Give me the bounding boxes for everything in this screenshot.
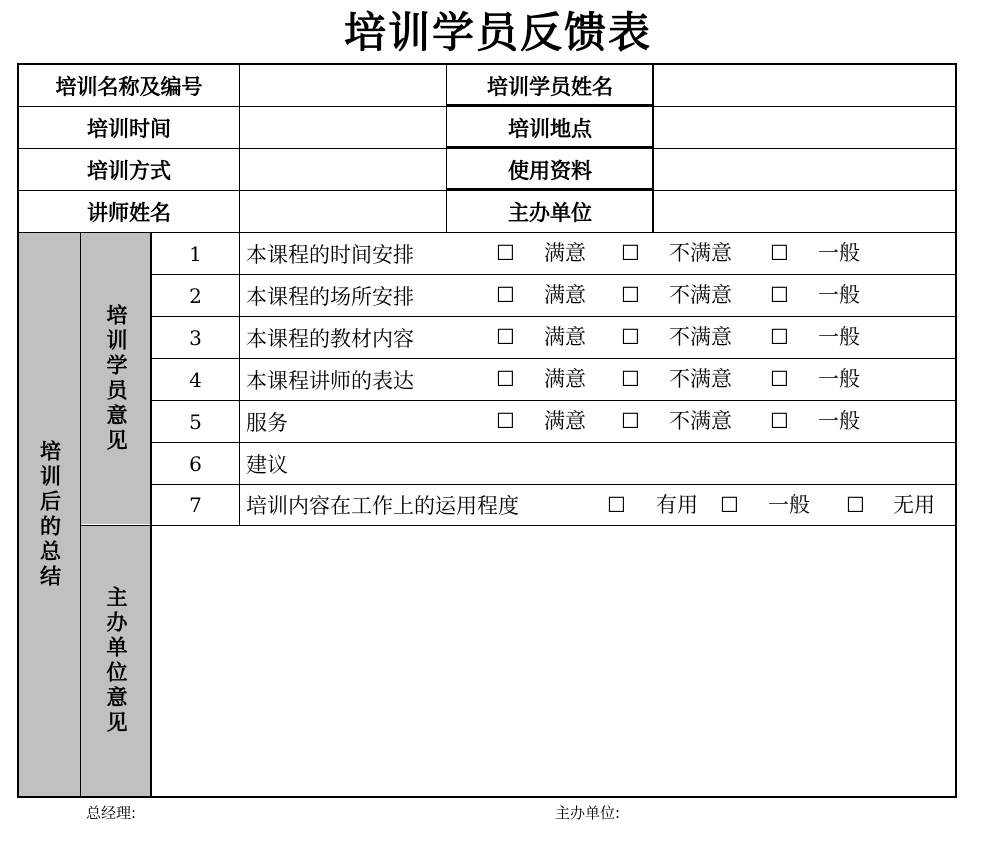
info-label-host: 主办单位	[508, 200, 592, 225]
info-label-lecturer: 讲师姓名	[87, 200, 171, 225]
checkbox-average[interactable]: ☐	[770, 241, 789, 265]
option-satisfied: 满意	[544, 367, 586, 391]
info-value-lecturer[interactable]	[240, 191, 446, 232]
checkbox-average[interactable]: ☐	[720, 493, 739, 517]
item-number: 7	[189, 493, 202, 517]
option-useful: 有用	[656, 493, 698, 517]
item-label: 本课程的教材内容	[246, 326, 414, 351]
checkbox-satisfied[interactable]: ☐	[496, 367, 515, 391]
checkbox-unsatisfied[interactable]: ☐	[621, 367, 640, 391]
suggestion-field[interactable]: 建议	[246, 452, 288, 477]
option-average: 一般	[818, 241, 860, 265]
footer-manager-label: 总经理:	[86, 804, 137, 822]
info-value-training-time[interactable]	[240, 107, 446, 148]
item-label: 本课程讲师的表达	[246, 368, 414, 393]
item-number: 6	[189, 451, 202, 476]
info-label-materials: 使用资料	[508, 158, 592, 183]
checkbox-unsatisfied[interactable]: ☐	[621, 241, 640, 265]
checkbox-unsatisfied[interactable]: ☐	[621, 283, 640, 307]
option-average: 一般	[818, 409, 860, 433]
option-unsatisfied: 不满意	[669, 409, 732, 433]
info-value-host[interactable]	[654, 191, 956, 232]
info-label-training-method: 培训方式	[87, 158, 171, 183]
info-label-training-name: 培训名称及编号	[55, 74, 203, 99]
form-title: 培训学员反馈表	[343, 8, 652, 57]
checkbox-average[interactable]: ☐	[770, 409, 789, 433]
item-number: 4	[189, 367, 202, 392]
checkbox-average[interactable]: ☐	[770, 283, 789, 307]
section-trainee-opinion: 培训学员意见	[81, 233, 151, 524]
item-number: 5	[189, 409, 202, 434]
checkbox-satisfied[interactable]: ☐	[496, 325, 515, 349]
info-label-trainee-name: 培训学员姓名	[487, 74, 613, 99]
checkbox-average[interactable]: ☐	[770, 325, 789, 349]
checkbox-satisfied[interactable]: ☐	[496, 409, 515, 433]
item-number: 2	[189, 283, 202, 308]
item-number: 3	[189, 325, 202, 350]
section-summary: 培训后的总结	[19, 233, 80, 796]
option-satisfied: 满意	[544, 241, 586, 265]
option-satisfied: 满意	[544, 283, 586, 307]
info-value-training-method[interactable]	[240, 149, 446, 190]
info-value-training-location[interactable]	[654, 107, 956, 148]
option-useless: 无用	[893, 493, 935, 517]
option-satisfied: 满意	[544, 409, 586, 433]
option-unsatisfied: 不满意	[669, 325, 732, 349]
info-value-trainee-name[interactable]	[654, 65, 956, 106]
section-host-opinion: 主办单位意见	[81, 526, 151, 796]
option-unsatisfied: 不满意	[669, 241, 732, 265]
info-label-training-location: 培训地点	[508, 116, 592, 141]
checkbox-average[interactable]: ☐	[770, 367, 789, 391]
footer-host-label: 主办单位:	[555, 804, 621, 822]
info-value-training-name[interactable]	[240, 65, 446, 106]
option-average: 一般	[818, 283, 860, 307]
host-opinion-area[interactable]	[152, 526, 956, 796]
option-satisfied: 满意	[544, 325, 586, 349]
option-average: 一般	[818, 325, 860, 349]
item-label: 培训内容在工作上的运用程度	[246, 494, 519, 518]
option-unsatisfied: 不满意	[669, 283, 732, 307]
checkbox-satisfied[interactable]: ☐	[496, 241, 515, 265]
checkbox-useless[interactable]: ☐	[846, 493, 865, 517]
checkbox-unsatisfied[interactable]: ☐	[621, 325, 640, 349]
info-value-materials[interactable]	[654, 149, 956, 190]
item-label: 服务	[246, 410, 288, 435]
info-label-training-time: 培训时间	[87, 116, 171, 141]
checkbox-unsatisfied[interactable]: ☐	[621, 409, 640, 433]
checkbox-satisfied[interactable]: ☐	[496, 283, 515, 307]
option-average: 一般	[768, 493, 810, 517]
item-number: 1	[189, 241, 202, 266]
item-label: 本课程的时间安排	[246, 242, 414, 267]
checkbox-useful[interactable]: ☐	[607, 493, 626, 517]
item-label: 本课程的场所安排	[246, 284, 414, 309]
option-unsatisfied: 不满意	[669, 367, 732, 391]
option-average: 一般	[818, 367, 860, 391]
